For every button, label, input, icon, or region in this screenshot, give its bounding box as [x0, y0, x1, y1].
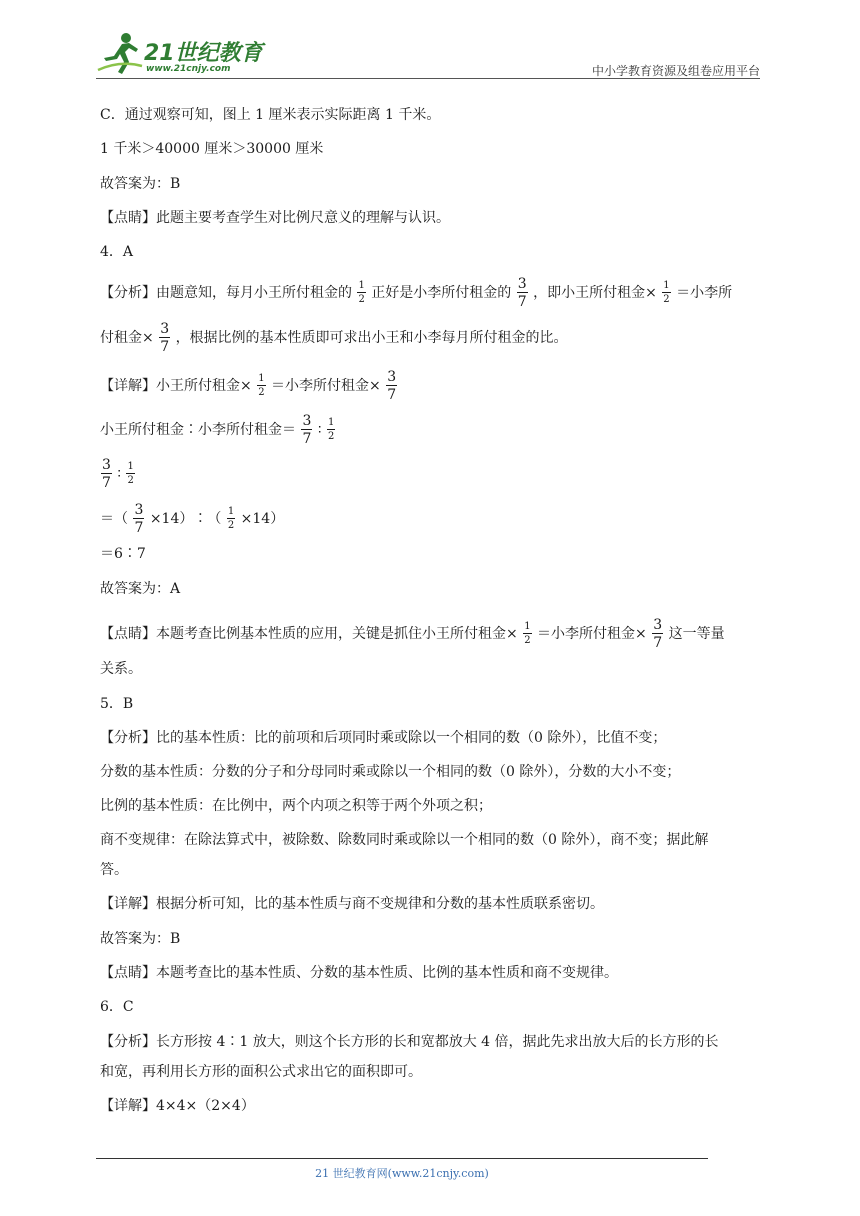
analysis-line: [100, 322, 568, 354]
fraction-one-half: $\frac{1}{2}$: [258, 373, 265, 398]
fraction-three-sevenths: $\frac{3}{7}$: [102, 457, 111, 491]
text-segment: ，即小王所付租金×: [533, 285, 657, 301]
fraction-three-sevenths: $\frac{3}{7}$: [653, 617, 663, 651]
logo-url: www.21cnjy.com: [146, 64, 231, 74]
runner-logo-icon: [96, 30, 144, 76]
question-number: 6．C: [100, 999, 134, 1015]
text-segment: 这一等量: [668, 626, 725, 642]
text-line: 故答案为：B: [100, 931, 181, 947]
fraction-one-half: $\frac{1}{2}$: [327, 417, 335, 442]
header-divider: [96, 78, 760, 79]
fraction-one-half: $\frac{1}{2}$: [524, 621, 531, 646]
question-number: 4．A: [100, 244, 134, 260]
text-line: 【点睛】本题考查比的基本性质、分数的基本性质、比例的基本性质和商不变规律。: [100, 965, 618, 981]
text-segment: ＝（: [100, 511, 128, 527]
text-segment: 【点睛】本题考查比例基本性质的应用，关键是抓住小王所付租金×: [100, 626, 518, 642]
logo-text: 21世纪教育: [144, 41, 263, 66]
text-segment: ，根据比例的基本性质即可求出小王和小李每月所付租金的比。: [175, 330, 568, 346]
text-line: 和宽，再利用长方形的面积公式求出它的面积即可。: [100, 1064, 422, 1080]
text-segment: ×14）∶（: [149, 511, 222, 527]
text-segment: ∶: [317, 422, 322, 438]
text-line: 分数的基本性质：分数的分子和分母同时乘或除以一个相同的数（0 除外），分数的大小不变；: [100, 764, 681, 780]
platform-name: 中小学教育资源及组卷应用平台: [591, 64, 760, 78]
text-line: 比例的基本性质：在比例中，两个内项之积等于两个外项之积；: [100, 798, 492, 814]
text-line: 【点睛】此题主要考查学生对比例尺意义的理解与认识。: [100, 210, 450, 226]
text-segment: ＝小李所: [676, 285, 733, 301]
text-line: 1 千米＞40000 厘米＞30000 厘米: [100, 141, 324, 157]
fraction-three-sevenths: $\frac{3}{7}$: [134, 502, 144, 536]
detail-line: [100, 503, 284, 535]
text-segment: ×14）: [240, 511, 285, 527]
text-line: 【详解】根据分析可知，比的基本性质与商不变规律和分数的基本性质联系密切。: [100, 896, 604, 912]
footer-divider: [96, 1158, 708, 1159]
text-line: 【详解】4×4×（2×4）: [100, 1098, 255, 1114]
text-line: 关系。: [100, 661, 142, 677]
text-segment: 小王所付租金∶小李所付租金＝: [100, 422, 296, 438]
text-segment: 【分析】由题意知，每月小王所付租金的: [100, 285, 352, 301]
text-segment: ＝小李所付租金×: [271, 378, 381, 394]
text-segment: 正好是小李所付租金的: [371, 285, 512, 301]
analysis-line: [100, 277, 732, 309]
text-segment: ∶: [117, 466, 122, 482]
page-footer: 21 世纪教育网(www.21cnjy.com): [315, 1167, 489, 1180]
text-segment: 付租金×: [100, 330, 154, 346]
question-number: 5．B: [100, 696, 134, 712]
text-line: 【分析】长方形按 4∶1 放大，则这个长方形的长和宽都放大 4 倍，据此先求出放大后的长方形的长: [100, 1034, 719, 1050]
fraction-three-sevenths: $\frac{3}{7}$: [387, 369, 397, 403]
text-segment: ＝小李所付租金×: [537, 626, 647, 642]
text-line: 商不变规律：在除法算式中，被除数、除数同时乘或除以一个相同的数（0 除外），商不变；据此解: [100, 832, 709, 848]
fraction-one-half: $\frac{1}{2}$: [663, 280, 670, 305]
text-line: 【分析】比的基本性质：比的前项和后项同时乘或除以一个相同的数（0 除外），比值不变；: [100, 730, 667, 746]
fraction-one-half: $\frac{1}{2}$: [127, 461, 134, 486]
text-line: 故答案为：B: [100, 176, 181, 192]
detail-line: [100, 370, 398, 402]
remark-line: [100, 618, 725, 650]
page-header: [96, 30, 760, 80]
detail-line: [100, 414, 336, 446]
fraction-one-half: $\frac{1}{2}$: [227, 506, 235, 531]
logo: [96, 30, 266, 78]
text-segment: 【详解】小王所付租金×: [100, 378, 252, 394]
fraction-one-half: $\frac{1}{2}$: [358, 280, 365, 305]
detail-line: [100, 458, 136, 490]
fraction-three-sevenths: $\frac{3}{7}$: [302, 413, 312, 447]
text-line: 故答案为：A: [100, 581, 181, 597]
text-line: C．通过观察可知，图上 1 厘米表示实际距离 1 千米。: [100, 107, 441, 123]
fraction-three-sevenths: $\frac{3}{7}$: [160, 321, 170, 355]
fraction-three-sevenths: $\frac{3}{7}$: [517, 276, 527, 310]
text-line: 答。: [100, 862, 128, 878]
text-line: ＝6∶7: [100, 546, 146, 562]
